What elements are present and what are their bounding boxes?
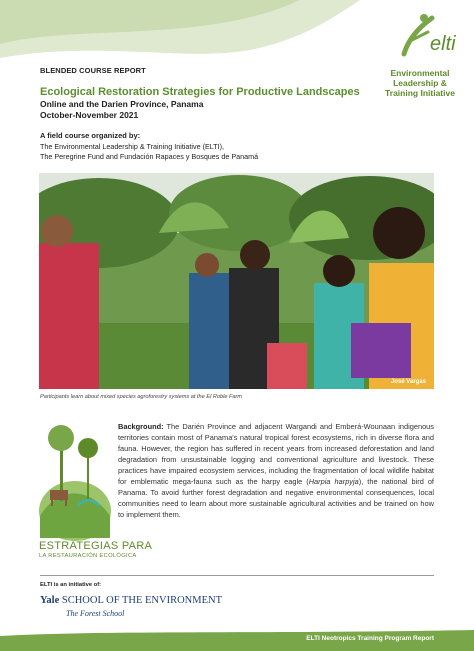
logo-tagline-line: Environmental (390, 68, 450, 78)
initiative-label: ELTI is an initiative of: (40, 582, 102, 588)
forest-school: The Forest School (66, 609, 125, 618)
report-kicker: BLENDED COURSE REPORT (40, 66, 146, 75)
yale-wordmark: Yale (40, 595, 60, 606)
logo-wordmark: elti (430, 33, 456, 55)
field-photo (39, 173, 434, 389)
organizer-line: The Peregrine Fund and Fundación Rapaces y Bosques de Panamá (40, 152, 259, 161)
footer-text: ELTI Neotropics Training Program Report (306, 635, 434, 642)
background-label: Background: (118, 422, 164, 431)
species-name: Harpia harpyja (308, 477, 359, 486)
report-title: Ecological Restoration Strategies for Productive Landscapes (40, 86, 360, 98)
photo-credit: José Vargas (390, 379, 426, 385)
background-text: The Darién Province and adjacent Wargandi and Emberá-Wounaan indigenous territories contain most of Panama's natural tropical forest ecosystems, rich in diverse flora and fauna. However, the region has suffered in recent years from increased deforestation and land degradation from unsustainable logging and conventional agriculture and livestock. These practices have impaired ecosystem services, including the fragmentation of local wildlife habitat for emblematic mega-fauna such as the harpy eagle ( (118, 422, 434, 486)
elti-figure-icon (394, 10, 464, 58)
logo-tagline-line: Leadership & (393, 78, 447, 88)
organizer-line: The Environmental Leadership & Training Initiative (ELTI), (40, 142, 225, 151)
yale-logo (40, 595, 222, 606)
logo-tagline (380, 68, 460, 98)
photo-caption: Participants learn about mixed species agroforestry systems at the El Roble Farm (40, 394, 243, 400)
emblem-title: ESTRATEGIAS PARA (39, 540, 153, 552)
emblem-subtitle: LA RESTAURACIÓN ECOLÓGICA (39, 553, 137, 559)
report-location: Online and the Darien Province, Panama (40, 99, 204, 109)
footer-divider (40, 575, 434, 576)
logo-tagline-line: Training Initiative (385, 88, 455, 98)
report-dates: October-November 2021 (40, 110, 139, 120)
organizers-heading: A field course organized by: (40, 131, 141, 140)
background-paragraph (118, 421, 434, 520)
yale-school: SCHOOL OF THE ENVIRONMENT (61, 595, 222, 606)
elti-logo (380, 10, 460, 98)
background-text: ), the national bird of Panama. To avoid further forest degradation and negative environmental consequences, local communities need to learn about more sustainable agricultural activities and be trained on how to implement them. (118, 477, 434, 519)
